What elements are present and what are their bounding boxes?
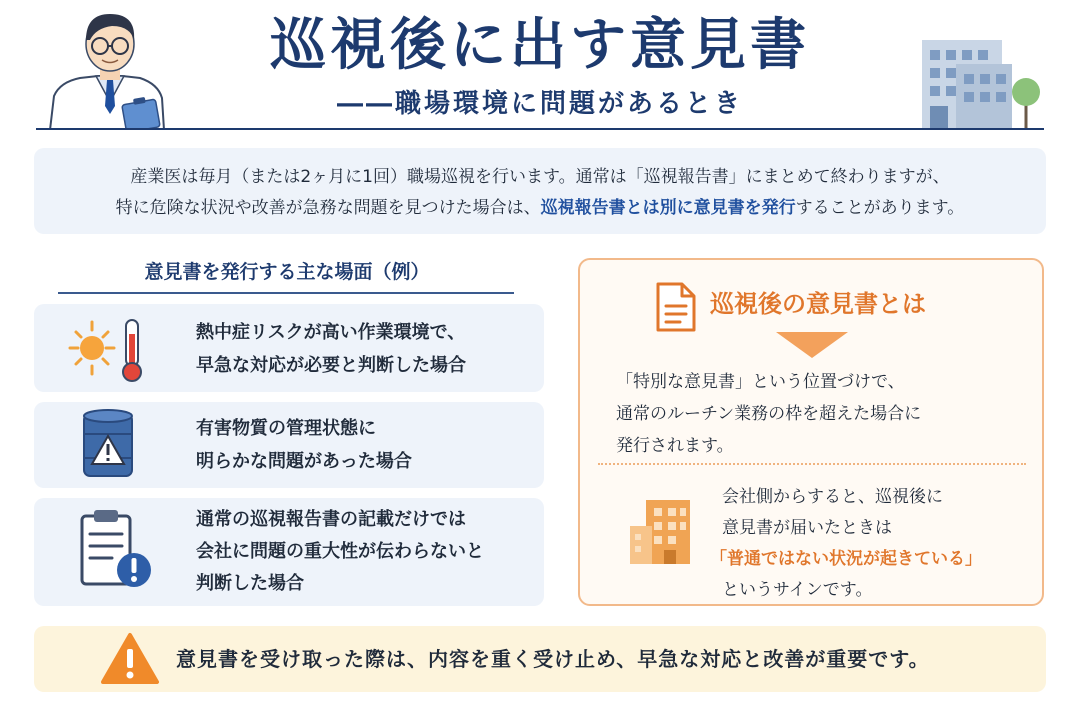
scene-card-hazard-text [196, 412, 412, 478]
panel-line: 通常のルーチン業務の枠を超えた場合に [616, 404, 922, 424]
hazard-drum-icon [78, 408, 138, 482]
company-building-icon [626, 496, 706, 566]
panel-company-line: というサインです。 [722, 580, 873, 600]
page-subtitle: ――職場環境に問題があるとき [336, 89, 743, 119]
arrow-down-icon [776, 332, 848, 358]
page-title: 巡視後に出す意見書 [270, 13, 810, 78]
scene-card-report [34, 498, 544, 606]
scene-line: 有害物質の管理状態に [196, 418, 376, 439]
scene-line: 明らかな問題があった場合 [196, 451, 412, 472]
scenes-heading: 意見書を発行する主な場面（例） [144, 261, 430, 283]
warning-icon [100, 632, 160, 686]
panel-company-line: 意見書が届いたときは [722, 518, 892, 538]
warning-banner-text: 意見書を受け取った際は、内容を重く受け止め、早急な対応と改善が重要です。 [176, 647, 930, 671]
scene-card-report-text [196, 504, 484, 600]
scene-line: 早急な対応が必要と判断した場合 [196, 355, 466, 376]
panel-divider [598, 463, 1026, 465]
intro-line-2-post: することがあります。 [795, 198, 965, 218]
document-icon [654, 280, 698, 334]
scene-line: 判断した場合 [196, 573, 304, 594]
scene-card-heat [34, 304, 544, 392]
intro-line-2 [34, 193, 1046, 224]
panel-title: 巡視後の意見書とは [710, 290, 926, 318]
scenes-heading-rule [58, 292, 514, 294]
panel-company-note [710, 482, 1032, 606]
scene-line: 会社に問題の重大性が伝わらないと [196, 541, 484, 562]
intro-line-1: 産業医は毎月（または2ヶ月に1回）職場巡視を行います。通常は「巡視報告書」にまとめて終わりますが、 [130, 167, 950, 187]
panel-line: 発行されます。 [616, 436, 734, 456]
scene-card-hazard [34, 402, 544, 488]
header-divider [36, 128, 1044, 130]
scene-card-heat-text [196, 316, 466, 382]
panel-company-line: 会社側からすると、巡視後に [722, 487, 943, 507]
scene-line: 熱中症リスクが高い作業環境で、 [196, 322, 466, 343]
sun-thermometer-icon [68, 314, 154, 384]
panel-company-highlight: 「普通ではない状況が起きている」 [710, 549, 982, 569]
intro-highlight: 巡視報告書とは別に意見書を発行 [540, 198, 796, 218]
panel-line: 「特別な意見書」という位置づけで、 [616, 372, 905, 392]
clipboard-alert-icon [78, 508, 154, 592]
intro-box [34, 148, 1046, 234]
intro-line-2-pre: 特に危険な状況や改善が急務な問題を見つけた場合は、 [115, 198, 541, 218]
panel-description [616, 366, 1016, 462]
scene-line: 通常の巡視報告書の記載だけでは [196, 509, 466, 530]
